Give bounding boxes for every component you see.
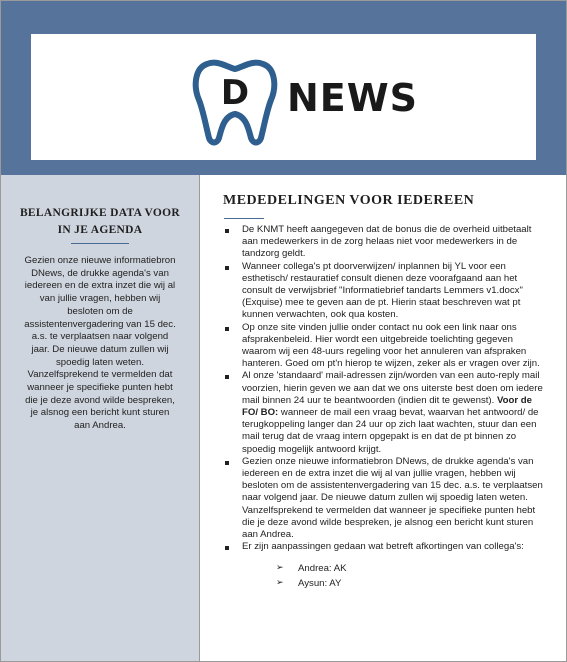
main-content [200,175,566,661]
list-item [220,322,546,371]
abbreviation-list [242,561,546,591]
bullet-icon [225,375,229,379]
bullet-icon [225,461,229,465]
sidebar-divider [71,243,129,244]
sidebar-body-text: Gezien onze nieuwe informatiebron DNews, de drukke agenda's van iedereen en de extra inzet die wij al van jullie vragen, hebben wij besloten om de assistentenvergadering van 15 dec. a.s. te verplaatsen naar volgend jaar. De nieuwe datum zullen wij spoedig laten weten. Vanzelfsprekend te vermelden dat wanneer je specifieke punten hebt die je deze avond wilde bespreken, je alsnog een bericht kunt sturen aan Andrea. [24,255,176,432]
list-item-text: Gezien onze nieuwe informatiebron DNews, de drukke agenda's van iedereen en de extra inzet die wij al van jullie vragen, hebben wij besloten om de assistentenvergadering van 15 dec. a.s. te verplaatsen naar volgend jaar. De nieuwe datum zullen wij spoedig laten weten. Vanzelfsprekend te vermelden dat wanneer je specifieke punten hebt die je deze avond wilde bespreken, je alsnog een bericht kunt sturen aan Andrea. [242,455,543,541]
header-frame [31,34,536,160]
sidebar [1,175,200,661]
logo-letter: D [220,73,250,113]
list-item [220,224,546,261]
sub-list-item-text: Aysun: AY [298,578,342,590]
list-item-text: wanneer de mail een vraag bevat, waarvan het antwoord/ de terugkoppeling langer dan 24 uur op zich laat wachten, stuur dan een mail terug dat de vraag intern opgepakt is en dat de pt binnen zo spoedig mogelijk antwoord krijgt. [242,407,539,455]
sidebar-title: BELANGRIJKE DATA VOOR IN JE AGENDA [19,207,181,236]
sub-list-item [242,576,546,591]
announcement-list [220,224,546,591]
tooth-logo-icon [189,52,281,148]
sub-list-item-text: Andrea: AK [298,563,347,575]
list-item-text: Al onze 'standaard' mail-adressen zijn/worden van een auto-reply mail voorzien, hierin geven we aan dat we ons uiterste best doen om iedere mail binnen 24 uur te beantwoorden (indien dit te gewenst). [242,370,543,406]
main-title: MEDEDELINGEN VOOR IEDEREEN [223,193,475,208]
bullet-icon [225,327,229,331]
bullet-icon [225,229,229,233]
dnews-logo [183,50,423,150]
list-item-text: De KNMT heeft aangegeven dat de bonus die de overheid uitbetaalt aan medewerkers in de zorg helaas niet voor medewerkers in de tandzorg geldt. [242,224,532,260]
list-item-text: Er zijn aanpassingen gedaan wat betreft afkortingen van collega's: [242,541,524,553]
list-item-text: Wanneer collega's pt doorverwijzen/ inplannen bij YL voor een esthetisch/ restauratief consult dienen deze voorafgaand aan het consult de verwijsbrief "Informatiebrief tandarts Lemmers v1.docx" (Exquise) mee te geven aan de pt. Hierin staat beschreven wat pt kunnen verwachten, ook qua kosten. [242,260,523,321]
list-item-text: Op onze site vinden jullie onder contact nu ook een link naar ons afsprakenbeleid. Hier wordt een uitgebreide toelichting gegeven waarom wij een 48-uurs regeling voor het annuleren van afspraken hanteren. Goed om pt'n hierop te wijzen, zeker als er vragen over zijn. [242,321,540,370]
main-title-divider [224,218,264,219]
sub-list-item [242,561,546,576]
list-item-bold-text: Voor de FO/ BO: [242,394,532,419]
bullet-icon [225,546,229,550]
list-item [220,541,546,591]
bullet-icon [225,266,229,270]
list-item [220,456,546,541]
header-banner [1,1,566,175]
logo-wordmark: NEWS [287,76,419,120]
arrow-bullet-icon: ➢ [276,578,284,589]
list-item [220,261,546,322]
list-item [220,370,546,455]
arrow-bullet-icon: ➢ [276,563,284,574]
